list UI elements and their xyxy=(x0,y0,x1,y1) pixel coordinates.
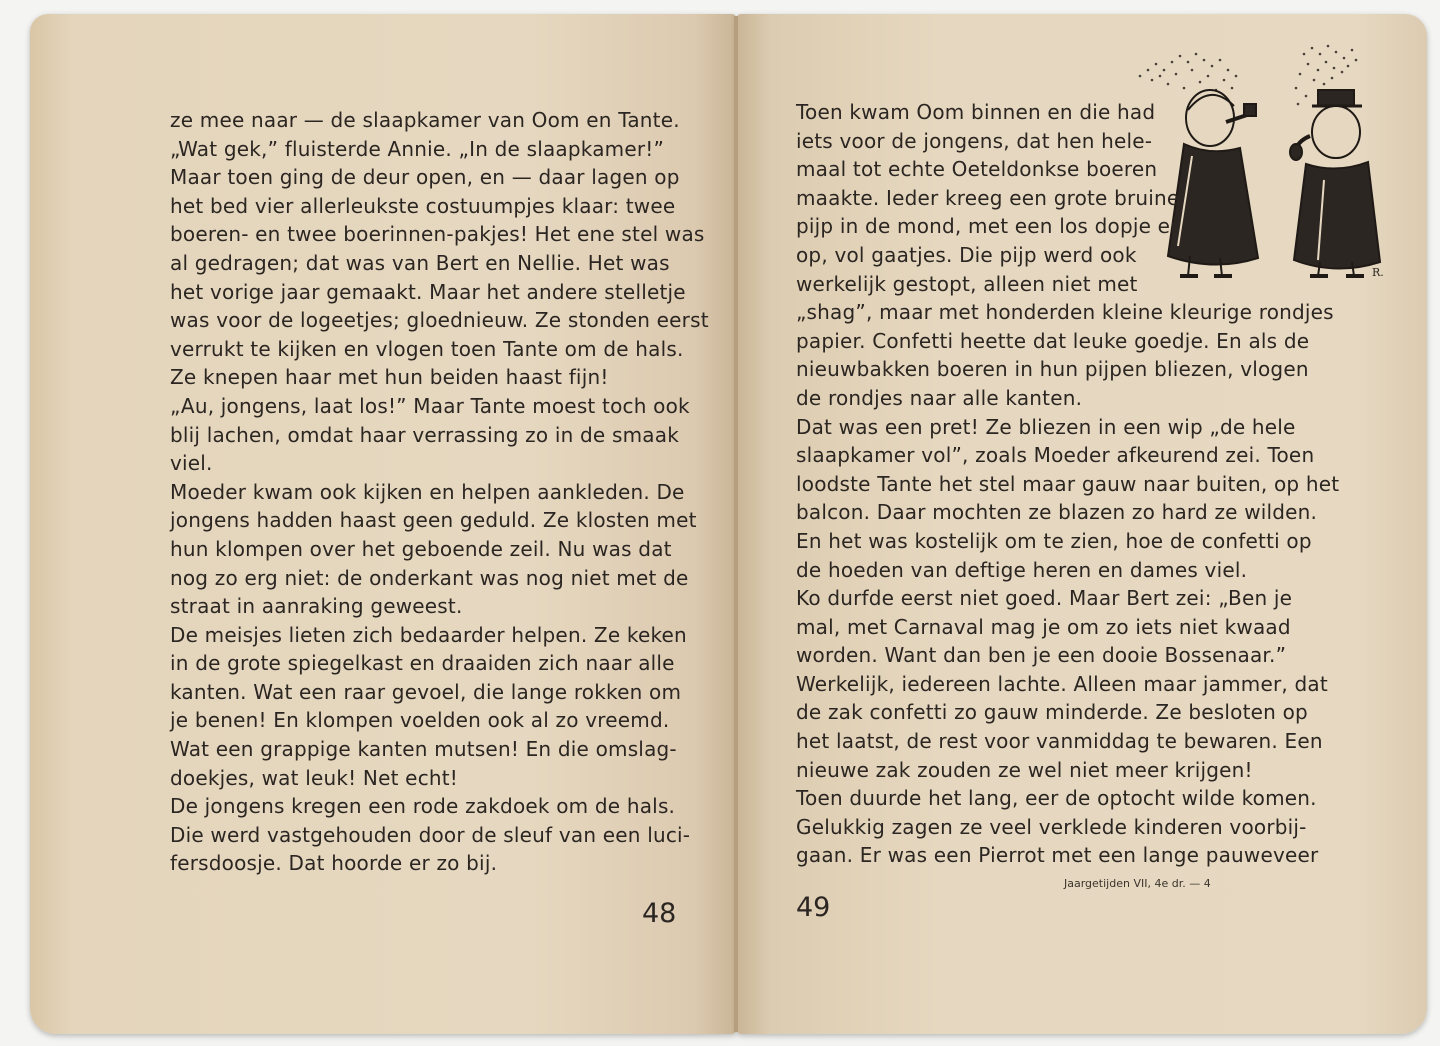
text-line: werkelijk gestopt, alleen niet met xyxy=(796,271,1138,296)
text-line: En het was kostelijk om te zien, hoe de confetti op xyxy=(796,528,1312,553)
text-line: maal tot echte Oeteldonkse boeren xyxy=(796,157,1158,182)
text-line: het bed vier allerleukste costuumpjes klaar: twee xyxy=(170,193,676,218)
text-line: doekjes, wat leuk! Net echt! xyxy=(170,765,459,790)
text-line: iets voor de jongens, dat hen hele- xyxy=(796,128,1153,153)
text-line: papier. Confetti heette dat leuke goedje. En als de xyxy=(796,328,1310,353)
text-line: nieuwbakken boeren in hun pijpen bliezen, vlogen xyxy=(796,357,1309,382)
text-line: „shag”, maar met honderden kleine kleurige rondjes xyxy=(796,300,1334,325)
text-line: jongens hadden haast geen geduld. Ze klosten met xyxy=(170,508,697,533)
text-line: straat in aanraking geweest. xyxy=(170,594,463,619)
text-line: op, vol gaatjes. Die pijp werd ook xyxy=(796,242,1137,267)
page-number-right: 49 xyxy=(796,892,831,923)
text-line: Ko durfde eerst niet goed. Maar Bert zei: „Ben je xyxy=(796,586,1293,611)
text-line: hun klompen over het geboende zeil. Nu was dat xyxy=(170,536,672,561)
text-line: worden. Want dan ben je een dooie Bossenaar.” xyxy=(796,643,1287,668)
text-line: het laatst, de rest voor vanmiddag te bewaren. Een xyxy=(796,729,1323,754)
text-line: slaapkamer vol”, zoals Moeder afkeurend zei. Toen xyxy=(796,443,1315,468)
text-line: boeren- en twee boerinnen-pakjes! Het ene stel was xyxy=(170,222,705,247)
page-number-left: 48 xyxy=(642,898,677,929)
text-line: Moeder kwam ook kijken en helpen aankleden. De xyxy=(170,479,685,504)
text-line: ze mee naar — de slaapkamer van Oom en Tante. xyxy=(170,108,680,132)
book-spine xyxy=(734,16,738,1032)
text-line: maakte. Ieder kreeg een grote bruine xyxy=(796,185,1180,210)
right-page-text xyxy=(796,98,1339,870)
text-line: „Wat gek,” fluisterde Annie. „In de slaapkamer!” xyxy=(170,136,665,161)
page-footer: Jaargetijden VII, 4e dr. — 4 xyxy=(1064,877,1211,890)
text-line: gaan. Er was een Pierrot met een lange pauweveer xyxy=(796,843,1319,868)
text-line: Maar toen ging de deur open, en — daar lagen op xyxy=(170,165,680,190)
text-line: fersdoosje. Dat hoorde er zo bij. xyxy=(170,851,498,876)
text-line: de hoeden van deftige heren en dames viel. xyxy=(796,557,1248,582)
text-line: „Au, jongens, laat los!” Maar Tante moest toch ook xyxy=(170,393,690,418)
text-line: pijp in de mond, met een los dopje er xyxy=(796,214,1179,239)
text-line: viel. xyxy=(170,451,213,476)
text-line: het vorige jaar gemaakt. Maar het andere stelletje xyxy=(170,279,686,304)
text-line: Toen duurde het lang, eer de optocht wilde komen. xyxy=(796,786,1317,811)
text-line: Gelukkig zagen ze veel verklede kinderen voorbij- xyxy=(796,814,1307,839)
text-line: al gedragen; dat was van Bert en Nellie. Het was xyxy=(170,250,670,275)
text-line: Toen kwam Oom binnen en die had xyxy=(796,100,1156,124)
text-line: Dat was een pret! Ze bliezen in een wip „de hele xyxy=(796,414,1296,439)
text-line: Werkelijk, iedereen lachte. Alleen maar jammer, dat xyxy=(796,671,1328,696)
text-line: Ze knepen haar met hun beiden haast fijn! xyxy=(170,365,609,390)
text-line: je benen! En klompen voelden ook al zo vreemd. xyxy=(170,708,670,733)
text-line: de zak confetti zo gauw minderde. Ze besloten op xyxy=(796,700,1308,725)
text-line: nog zo erg niet: de onderkant was nog niet met de xyxy=(170,565,689,590)
text-line: nieuwe zak zouden ze wel niet meer krijgen! xyxy=(796,757,1253,782)
text-line: blij lachen, omdat haar verrassing zo in de smaak xyxy=(170,422,679,447)
text-line: De jongens kregen een rode zakdoek om de hals. xyxy=(170,794,676,819)
text-line: loodste Tante het stel maar gauw naar buiten, op het xyxy=(796,471,1340,496)
text-line: verrukt te kijken en vlogen toen Tante om de hals. xyxy=(170,336,684,361)
text-line: was voor de logeetjes; gloednieuw. Ze stonden eerst xyxy=(170,308,709,333)
left-page-text xyxy=(170,106,709,878)
text-line: De meisjes lieten zich bedaarder helpen. Ze keken xyxy=(170,622,687,647)
text-line: mal, met Carnaval mag je om zo iets niet kwaad xyxy=(796,614,1291,639)
text-line: Wat een grappige kanten mutsen! En die omslag- xyxy=(170,737,677,762)
text-line: de rondjes naar alle kanten. xyxy=(796,385,1083,410)
text-line: kanten. Wat een raar gevoel, die lange rokken om xyxy=(170,679,682,704)
text-line: Die werd vastgehouden door de sleuf van een luci- xyxy=(170,822,691,847)
text-line: balcon. Daar mochten ze blazen zo hard ze wilden. xyxy=(796,500,1318,525)
text-line: in de grote spiegelkast en draaiden zich naar alle xyxy=(170,651,675,676)
illustration-signature: R. xyxy=(1372,266,1384,279)
